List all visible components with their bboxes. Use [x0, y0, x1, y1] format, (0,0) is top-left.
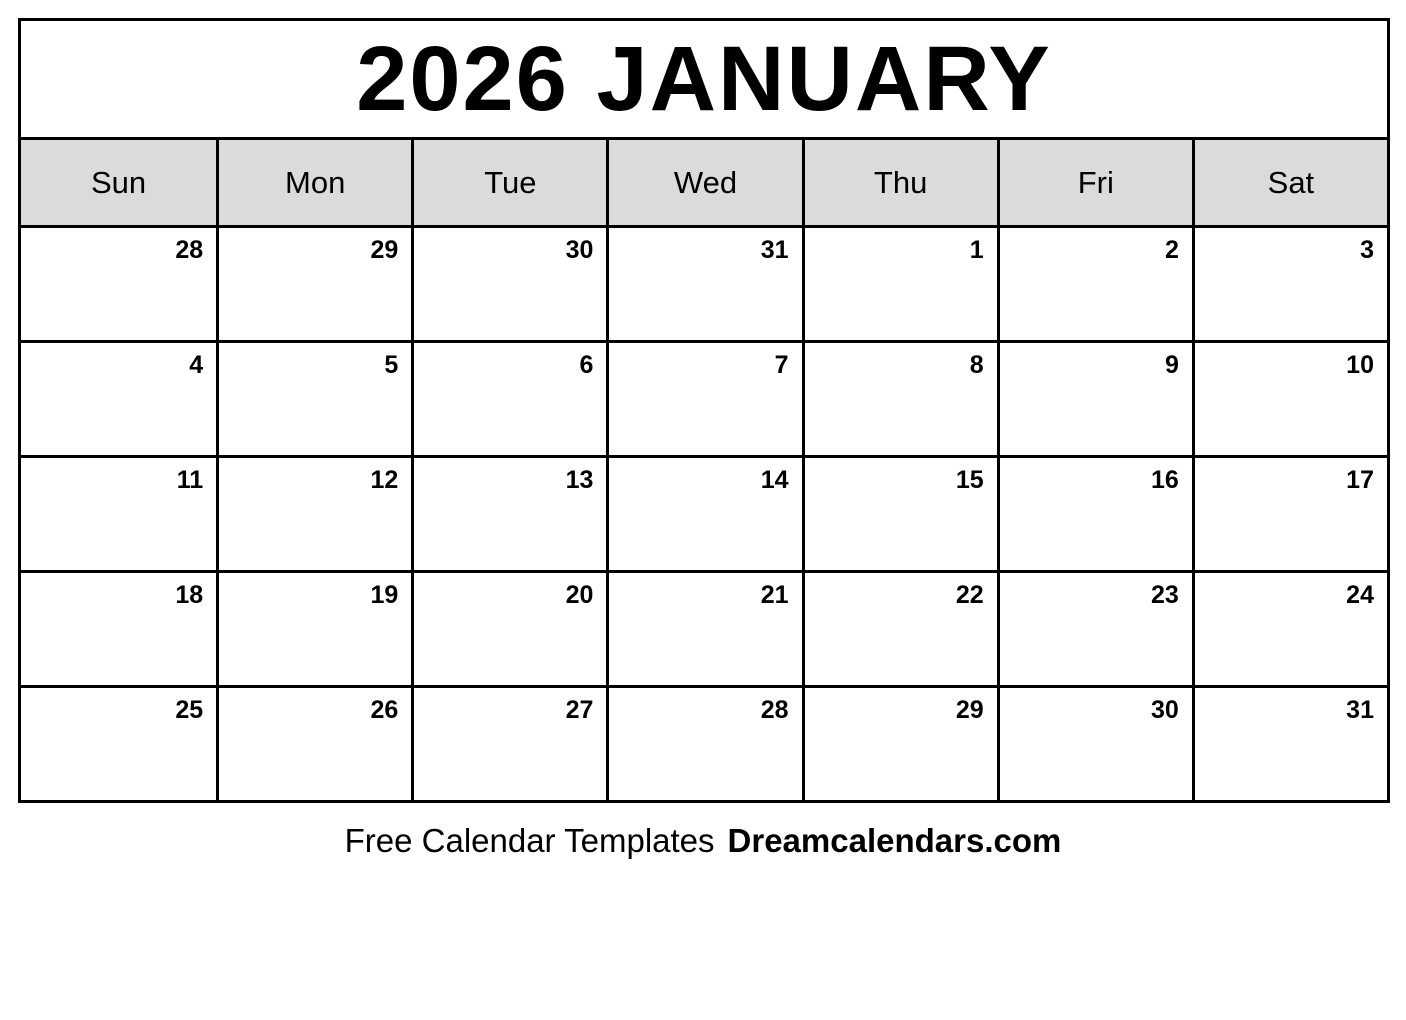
day-cell	[997, 343, 1192, 455]
day-cell	[606, 458, 801, 570]
day-number: 29	[955, 696, 984, 724]
day-number: 28	[175, 236, 204, 264]
day-number: 24	[1346, 581, 1374, 609]
day-number: 28	[760, 696, 789, 724]
day-cell	[216, 688, 411, 800]
day-cell	[216, 573, 411, 685]
day-cell	[411, 458, 606, 570]
day-number: 20	[565, 581, 594, 609]
day-number: 3	[1360, 236, 1374, 264]
calendar-title: 2026 JANUARY	[356, 28, 1052, 130]
calendar-grid	[18, 18, 1390, 803]
day-number: 21	[760, 581, 789, 609]
day-cell	[802, 228, 997, 340]
footer	[0, 822, 1406, 860]
day-cell	[411, 573, 606, 685]
day-cell	[21, 228, 216, 340]
day-cell	[606, 688, 801, 800]
day-cell	[802, 688, 997, 800]
day-number: 22	[955, 581, 984, 609]
day-cell	[606, 228, 801, 340]
day-cell	[802, 343, 997, 455]
day-cell	[997, 573, 1192, 685]
day-number: 30	[565, 236, 594, 264]
day-cell	[1192, 343, 1387, 455]
day-number: 1	[969, 236, 984, 264]
day-cell	[411, 228, 606, 340]
day-cell	[802, 573, 997, 685]
week-row-4	[21, 573, 1387, 688]
day-number: 8	[969, 351, 984, 379]
day-cell	[216, 458, 411, 570]
weekday-header-row	[21, 140, 1387, 228]
day-cell	[606, 343, 801, 455]
day-number: 2	[1164, 236, 1179, 264]
weekday-header-sat: Sat	[1192, 140, 1387, 225]
day-number: 18	[175, 581, 204, 609]
week-row-1	[21, 228, 1387, 343]
day-number: 17	[1346, 466, 1374, 494]
day-cell	[1192, 688, 1387, 800]
day-number: 12	[370, 466, 399, 494]
day-cell	[21, 688, 216, 800]
week-row-2	[21, 343, 1387, 458]
footer-text: Free Calendar Templates	[344, 822, 715, 859]
day-number: 29	[370, 236, 399, 264]
day-cell	[997, 228, 1192, 340]
day-cell	[997, 458, 1192, 570]
day-number: 25	[175, 696, 204, 724]
day-number: 6	[579, 351, 594, 379]
day-number: 13	[565, 466, 594, 494]
day-number: 7	[774, 351, 789, 379]
day-number: 9	[1164, 351, 1179, 379]
day-cell	[802, 458, 997, 570]
day-number: 14	[760, 466, 789, 494]
weekday-header-mon: Mon	[216, 140, 411, 225]
day-number: 15	[955, 466, 984, 494]
day-number: 16	[1151, 466, 1179, 494]
day-number: 11	[176, 466, 204, 494]
day-number: 19	[370, 581, 399, 609]
day-number: 30	[1151, 696, 1179, 724]
day-number: 10	[1346, 351, 1374, 379]
day-number: 23	[1151, 581, 1179, 609]
day-cell	[411, 688, 606, 800]
day-cell	[1192, 573, 1387, 685]
day-cell	[21, 343, 216, 455]
calendar-title-box	[21, 21, 1387, 140]
day-number: 26	[370, 696, 399, 724]
day-cell	[411, 343, 606, 455]
day-number: 27	[565, 696, 594, 724]
day-cell	[1192, 458, 1387, 570]
weekday-header-wed: Wed	[606, 140, 801, 225]
day-cell	[216, 228, 411, 340]
week-row-5	[21, 688, 1387, 800]
day-cell	[606, 573, 801, 685]
day-cell	[997, 688, 1192, 800]
day-number: 5	[384, 351, 399, 379]
day-cell	[216, 343, 411, 455]
day-cell	[21, 573, 216, 685]
weekday-header-sun: Sun	[90, 164, 147, 200]
weekday-header-thu: Thu	[802, 140, 997, 225]
footer-brand: Dreamcalendars.com	[727, 822, 1062, 859]
day-number: 4	[189, 351, 204, 379]
day-number: 31	[1346, 696, 1374, 724]
day-cell	[1192, 228, 1387, 340]
day-number: 31	[760, 236, 789, 264]
weekday-header-fri: Fri	[997, 140, 1192, 225]
week-row-3	[21, 458, 1387, 573]
day-cell	[21, 458, 216, 570]
weekday-header-tue: Tue	[411, 140, 606, 225]
